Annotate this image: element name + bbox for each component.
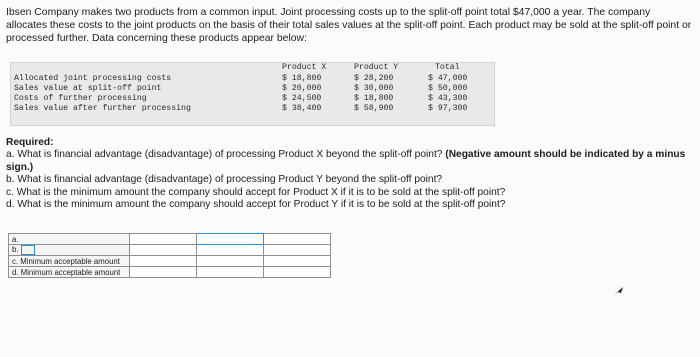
answer-c-field-3[interactable] bbox=[264, 256, 330, 266]
answer-label-b bbox=[9, 245, 130, 256]
cost-data-table bbox=[10, 62, 495, 126]
answer-a-input-y[interactable] bbox=[197, 234, 264, 245]
answer-a-input-x[interactable] bbox=[130, 234, 197, 245]
table-row bbox=[11, 74, 494, 84]
answer-d-field-2[interactable] bbox=[197, 267, 263, 277]
cell-product-x: $ 18,800 bbox=[282, 74, 322, 83]
table-header-row bbox=[11, 63, 494, 73]
cell-product-y: $ 58,900 bbox=[354, 104, 394, 113]
required-section bbox=[6, 137, 694, 211]
answer-c-field-1[interactable] bbox=[130, 256, 196, 266]
row-label: Allocated joint processing costs bbox=[14, 74, 172, 83]
answer-label-a-text: a. bbox=[12, 234, 19, 244]
problem-intro: Ibsen Company makes two products from a common input. Joint processing costs up to the split-off point total $47,000 a year. The company allocates these costs to the joint products on the basis of their total sales values at the split-off point. Each product may be sold at the split-off point or processed further. Data concerning these products appear below: bbox=[6, 7, 692, 44]
answer-a-field-1[interactable] bbox=[130, 234, 196, 244]
table-row bbox=[11, 94, 494, 104]
answer-table bbox=[8, 233, 331, 278]
answer-a-input-total[interactable] bbox=[264, 234, 331, 245]
cell-total: $ 43,300 bbox=[428, 94, 468, 103]
answer-row-d bbox=[9, 267, 331, 278]
answer-label-a bbox=[9, 234, 130, 245]
answer-c-field-2[interactable] bbox=[197, 256, 263, 266]
question-a bbox=[6, 149, 694, 174]
answer-d-input-y[interactable] bbox=[197, 267, 264, 278]
answer-a-field-2[interactable] bbox=[197, 234, 263, 244]
answer-b-input-total[interactable] bbox=[264, 245, 331, 256]
question-a-text: a. What is financial advantage (disadvantage) of processing Product X beyond the split-off point? bbox=[6, 149, 443, 161]
cell-total: $ 50,000 bbox=[428, 84, 468, 93]
answer-row-c bbox=[9, 256, 331, 267]
answer-d-field-1[interactable] bbox=[130, 267, 196, 277]
answer-c-input-y[interactable] bbox=[197, 256, 264, 267]
row-label: Sales value at split-off point bbox=[14, 84, 162, 93]
row-label: Costs of further processing bbox=[14, 94, 147, 103]
header-product-y: Product Y bbox=[354, 63, 399, 72]
answer-d-input-x[interactable] bbox=[130, 267, 197, 278]
answer-b-inline-input[interactable] bbox=[21, 245, 35, 255]
cell-product-x: $ 38,400 bbox=[282, 104, 322, 113]
answer-d-field-3[interactable] bbox=[264, 267, 330, 277]
cell-product-y: $ 30,000 bbox=[354, 84, 394, 93]
row-label: Sales value after further processing bbox=[14, 104, 191, 113]
answer-b-field-1[interactable] bbox=[130, 245, 196, 255]
answer-b-input-x[interactable] bbox=[130, 245, 197, 256]
table-row bbox=[11, 104, 494, 114]
answer-row-b bbox=[9, 245, 331, 256]
answer-label-d: d. Minimum acceptable amount bbox=[9, 267, 130, 278]
question-d: d. What is the minimum amount the company should accept for Product Y if it is to be sold at the split-off point? bbox=[6, 199, 506, 211]
answer-d-input-total[interactable] bbox=[264, 267, 331, 278]
cell-product-x: $ 24,500 bbox=[282, 94, 322, 103]
cell-product-y: $ 18,800 bbox=[354, 94, 394, 103]
answer-label-b-text: b. bbox=[12, 245, 19, 255]
answer-row-a bbox=[9, 234, 331, 245]
answer-b-field-2[interactable] bbox=[197, 245, 263, 255]
cell-product-x: $ 20,000 bbox=[282, 84, 322, 93]
answer-c-input-total[interactable] bbox=[264, 256, 331, 267]
table-row bbox=[11, 84, 494, 94]
cell-product-y: $ 28,200 bbox=[354, 74, 394, 83]
question-a-note: (Negative amount should be indicated by a minus sign.) bbox=[6, 149, 686, 173]
header-product-x: Product X bbox=[282, 63, 327, 72]
answer-c-input-x[interactable] bbox=[130, 256, 197, 267]
question-c: c. What is the minimum amount the company should accept for Product X if it is to be sold at the split-off point? bbox=[6, 186, 506, 198]
header-total: Total bbox=[435, 63, 460, 72]
answer-label-c: c. Minimum acceptable amount bbox=[9, 256, 130, 267]
cell-total: $ 97,300 bbox=[428, 104, 468, 113]
question-b: b. What is financial advantage (disadvantage) of processing Product Y beyond the split-off point? bbox=[6, 174, 443, 186]
answer-a-field-3[interactable] bbox=[264, 234, 330, 244]
answer-b-field-3[interactable] bbox=[264, 245, 330, 255]
required-heading: Required: bbox=[6, 137, 54, 148]
mouse-pointer-icon bbox=[612, 284, 626, 298]
cell-total: $ 47,000 bbox=[428, 74, 468, 83]
answer-b-input-y[interactable] bbox=[197, 245, 264, 256]
